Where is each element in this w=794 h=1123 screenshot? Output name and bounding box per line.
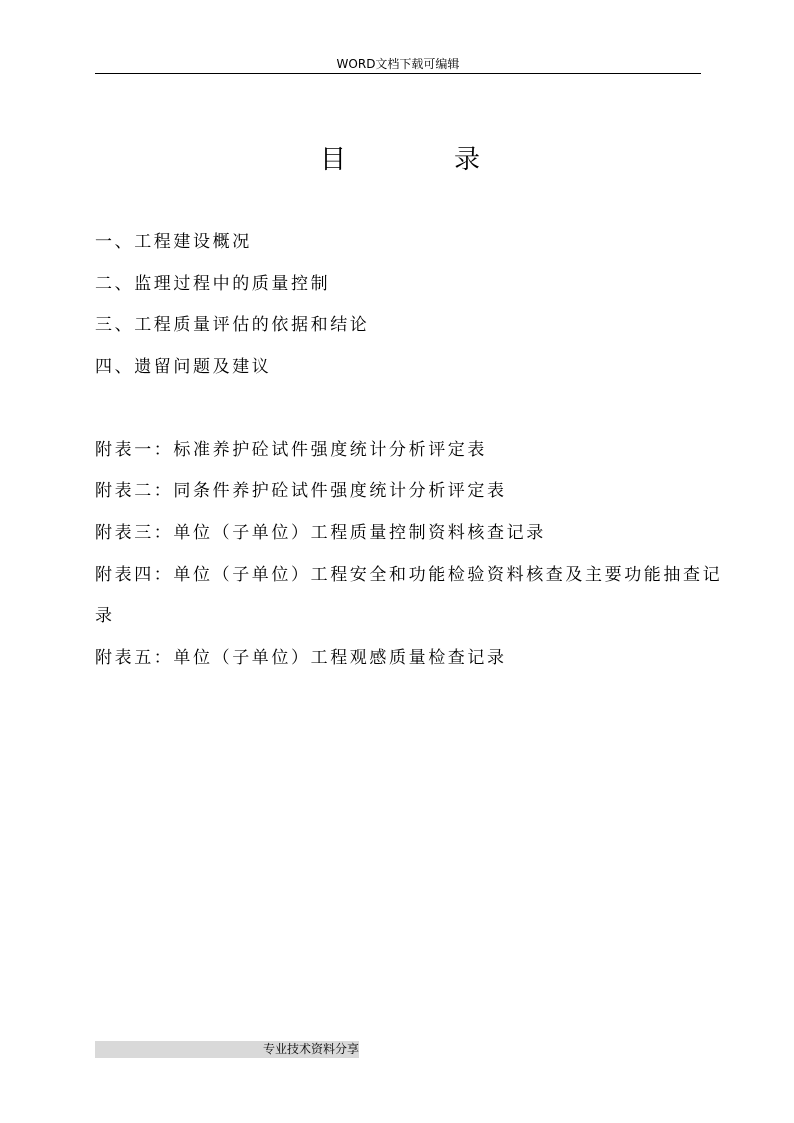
toc-section-1: 一、工程建设概况 xyxy=(95,232,252,252)
header-divider xyxy=(95,73,701,74)
title-char-2: 录 xyxy=(453,145,480,175)
toc-section-2: 二、监理过程中的质量控制 xyxy=(95,274,331,294)
toc-appendix-1: 附表一：标准养护砼试件强度统计分析评定表 xyxy=(95,440,487,460)
toc-appendix-3: 附表三：单位（子单位）工程质量控制资料核查记录 xyxy=(95,523,546,543)
toc-appendix-2: 附表二：同条件养护砼试件强度统计分析评定表 xyxy=(95,481,507,501)
toc-appendix-5: 附表五：单位（子单位）工程观感质量检查记录 xyxy=(95,648,507,668)
toc-appendix-4-continued: 录 xyxy=(95,606,115,626)
toc-section-4: 四、遗留问题及建议 xyxy=(95,357,272,377)
header-text: WORD文档下载可编辑 xyxy=(336,57,460,71)
toc-section-3: 三、工程质量评估的依据和结论 xyxy=(95,315,370,335)
title-char-1: 目 xyxy=(320,145,347,175)
footer-text: 专业技术资料分享 xyxy=(262,1042,359,1056)
toc-appendix-4: 附表四：单位（子单位）工程安全和功能检验资料核查及主要功能抽查记 xyxy=(95,565,723,585)
page-title xyxy=(320,140,480,180)
